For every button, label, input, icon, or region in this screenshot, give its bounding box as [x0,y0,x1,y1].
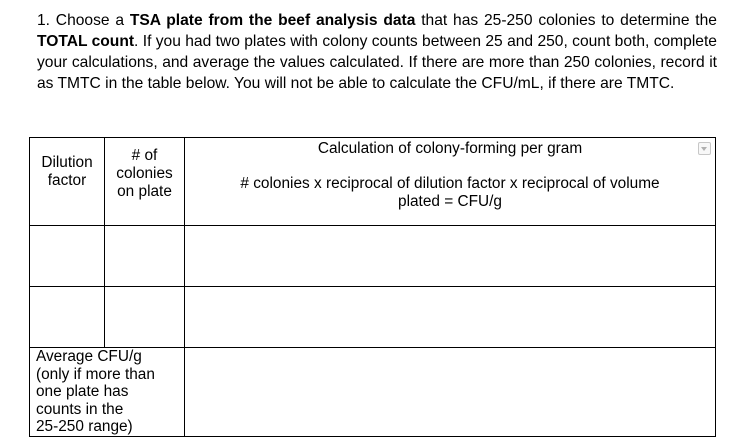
chevron-down-icon[interactable] [698,142,711,155]
table-row [30,287,716,348]
instructions-bold-plate: TSA plate from the beef analysis data [129,12,416,29]
dilution-factor-header [30,138,105,226]
calculation-formula-line-1: # colonies x reciprocal of dilution factor x reciprocal of volume [240,175,660,192]
colonies-count-cell[interactable] [105,287,185,348]
instructions-text-3: . If you had two plates with colony counts between 25 and 250, count both, complete your calculations, and average the values calculated. If there are more than 250 colonies, record it as TMTC in the table below. You will not be able to calculate the CFU/mL, if there are TMTC. [37,33,717,92]
average-value-cell[interactable] [185,348,716,437]
colonies-count-cell[interactable] [105,226,185,287]
average-label-line-4: counts in the [36,400,124,418]
dilution-factor-cell[interactable] [30,226,105,287]
instructions-text-1: 1. Choose a [37,12,130,29]
table-row [30,226,716,287]
average-label-cell [30,348,185,437]
calculation-table [29,137,716,437]
average-label-line-3: one plate has [36,383,129,400]
instructions-bold-total: TOTAL count [37,33,135,50]
table-header-row [30,138,716,226]
dilution-factor-cell[interactable] [30,287,105,348]
dilution-header-line-2: factor [47,172,87,189]
calculation-cell[interactable] [185,287,716,348]
average-label-line-5: 25-250 range) [36,418,133,435]
colonies-header [105,138,185,226]
calculation-header [185,138,716,226]
colonies-header-line-1: # of [131,147,158,164]
colonies-header-line-3: on plate [117,183,172,200]
calculation-title: Calculation of colony-forming per gram [317,140,583,157]
average-row [30,348,716,437]
instructions-paragraph [37,10,717,94]
calculation-formula-line-2: plated = CFU/g [398,193,502,210]
calculation-formula [185,175,715,211]
average-label-line-1: Average CFU/g [36,348,142,365]
instructions-text-2: that has 25-250 colonies to determine the [415,12,717,29]
colonies-header-line-2: colonies [116,165,173,182]
average-label-line-2: (only if more than [36,365,155,383]
calculation-cell[interactable] [185,226,716,287]
dilution-header-line-1: Dilution [41,154,93,171]
